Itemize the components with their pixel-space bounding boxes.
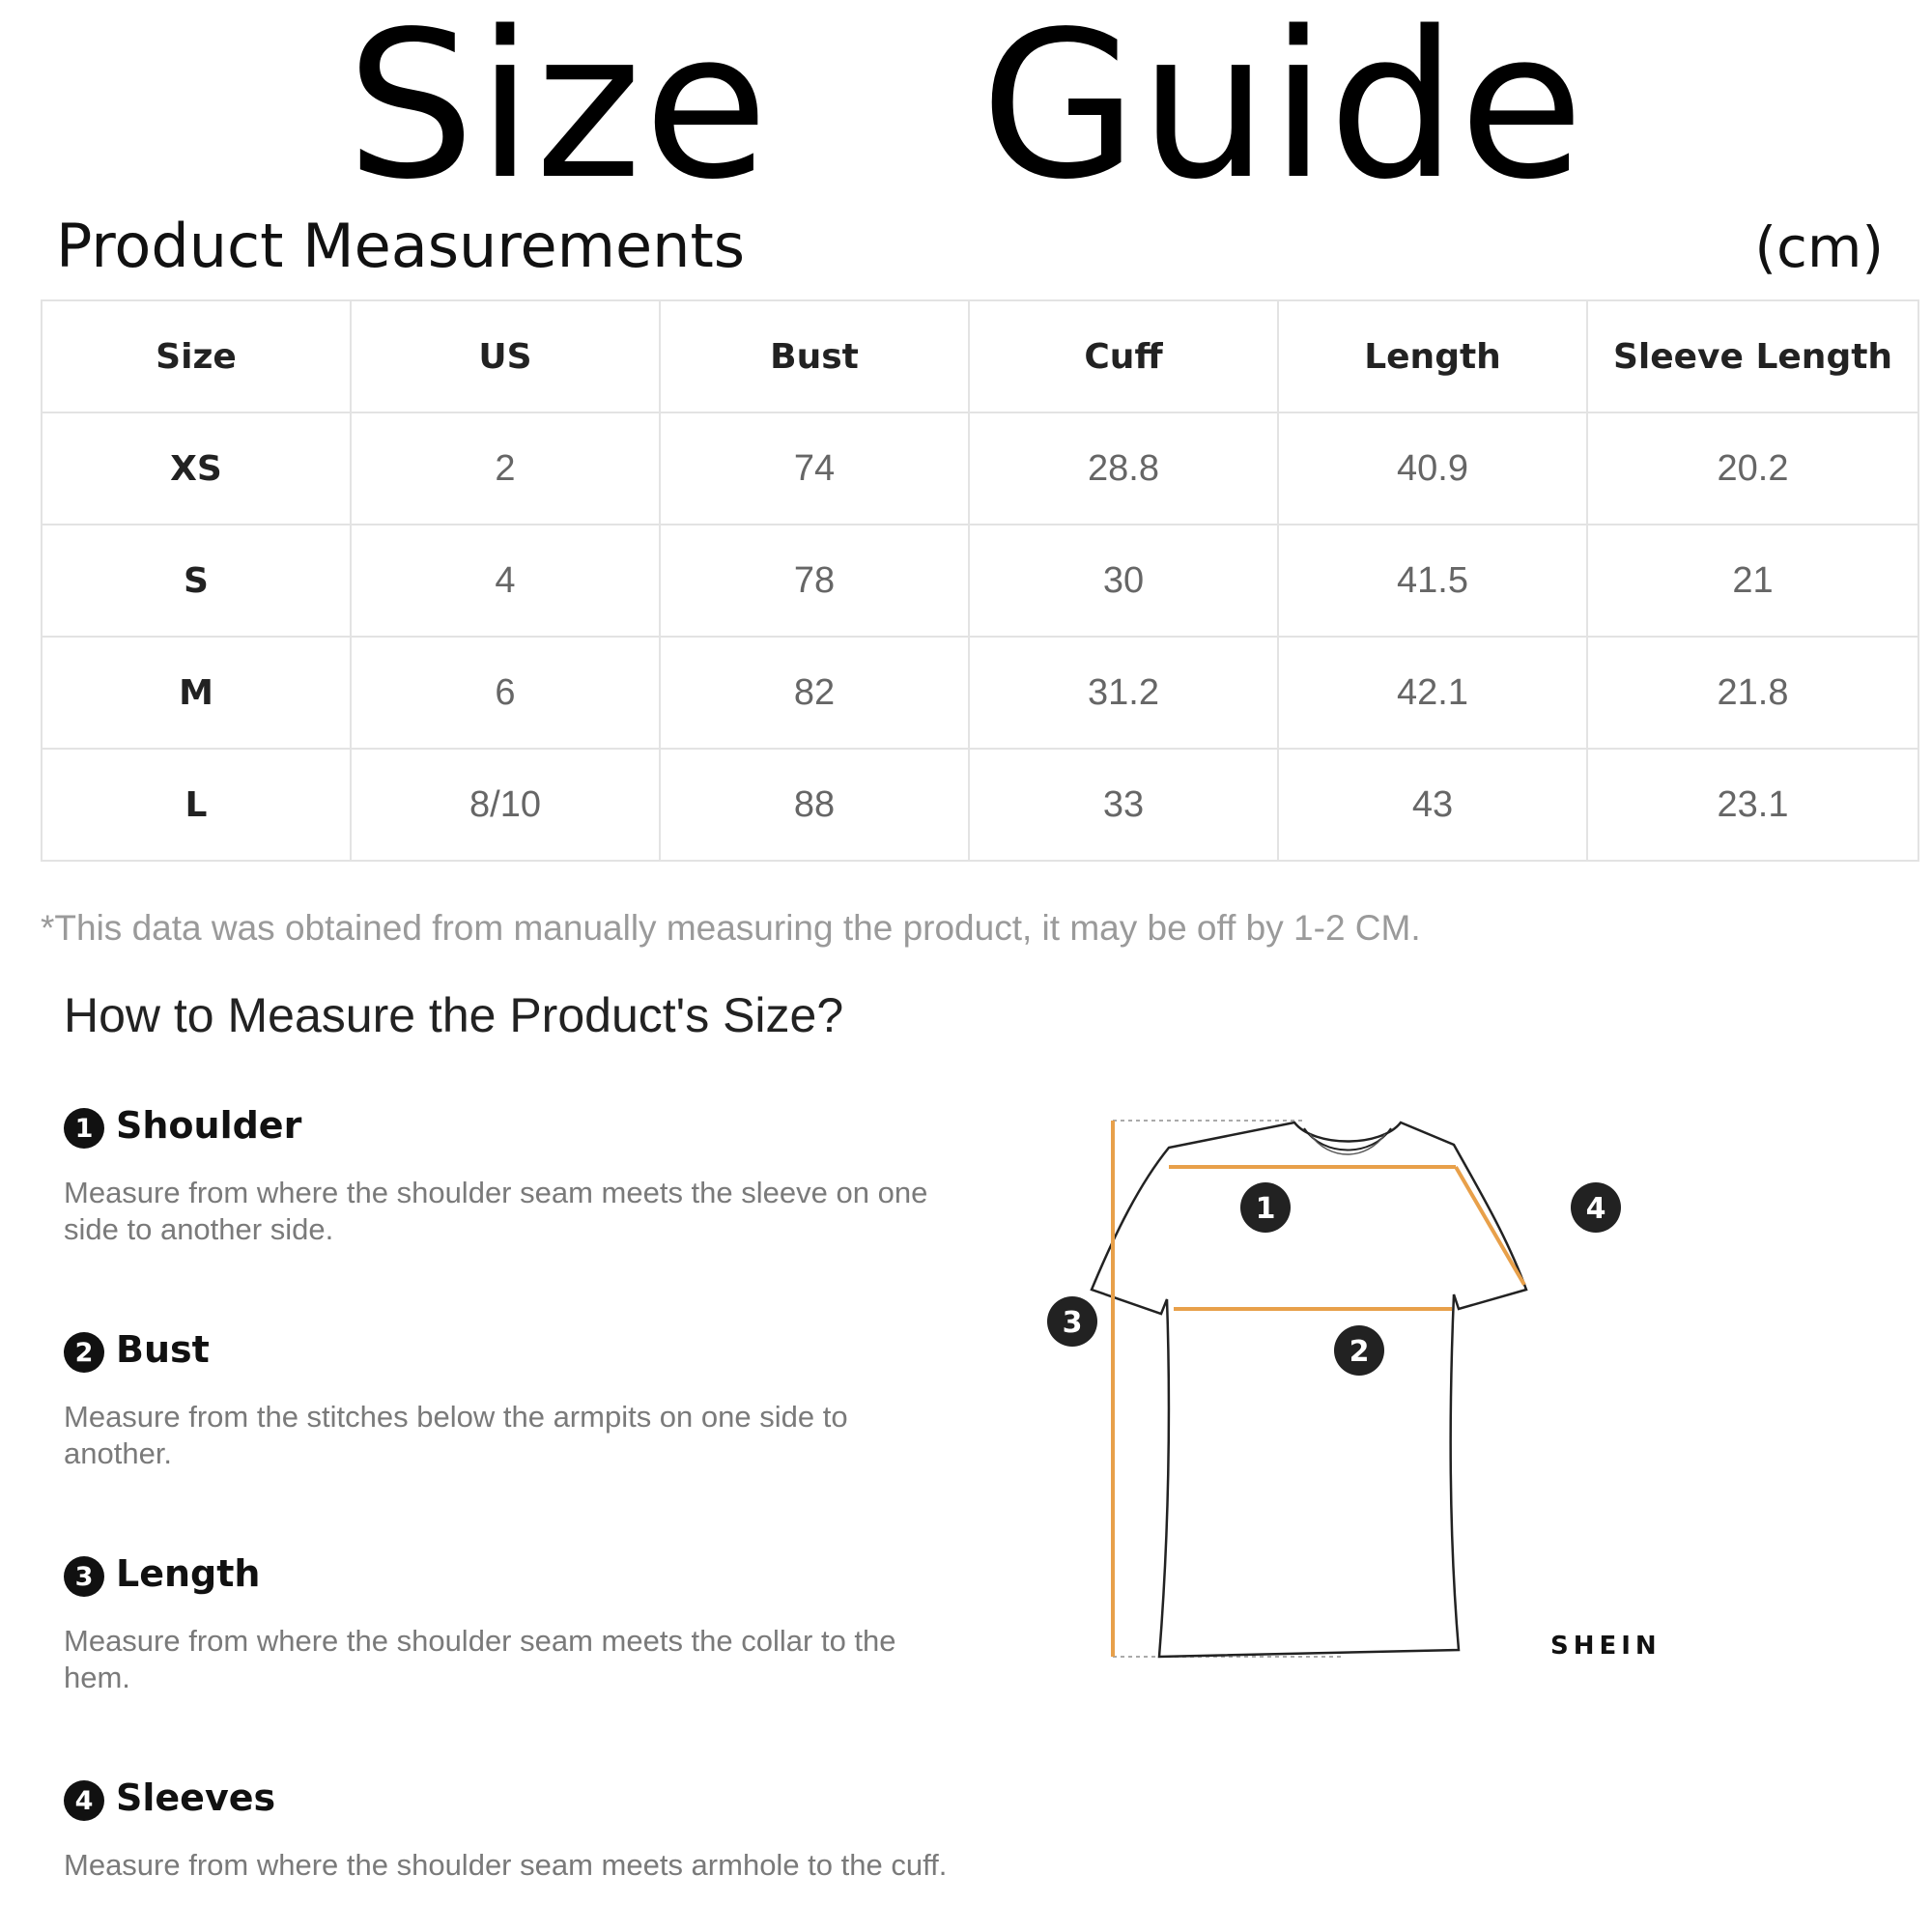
size-cell: L	[42, 749, 351, 861]
tshirt-measurement-diagram	[1024, 1092, 1662, 1690]
step-title: Bust	[116, 1328, 210, 1371]
header-us: US	[351, 300, 660, 412]
size-table	[41, 299, 1919, 862]
step-description: Measure from the stitches below the armpits on one side to another.	[64, 1400, 848, 1470]
step-title: Length	[116, 1552, 261, 1595]
cuff-cell: 31.2	[969, 637, 1278, 749]
sleeve-length-cell: 21	[1587, 525, 1918, 637]
length-cell: 42.1	[1278, 637, 1587, 749]
cuff-cell: 28.8	[969, 412, 1278, 525]
sleeve-length-cell: 21.8	[1587, 637, 1918, 749]
header-size: Size	[42, 300, 351, 412]
sleeve-length-cell: 23.1	[1587, 749, 1918, 861]
table-header-row	[42, 300, 1918, 412]
marker-2	[1334, 1325, 1384, 1376]
step-title: Shoulder	[116, 1104, 302, 1147]
svg-text:2: 2	[1349, 1335, 1370, 1369]
cuff-cell: 30	[969, 525, 1278, 637]
us-cell: 4	[351, 525, 660, 637]
number-badge: 2	[64, 1332, 104, 1373]
marker-3	[1047, 1296, 1097, 1347]
size-cell: M	[42, 637, 351, 749]
step-sleeves	[64, 1774, 952, 1884]
table-row	[42, 525, 1918, 637]
size-cell: XS	[42, 412, 351, 525]
step-bust	[64, 1325, 952, 1472]
table-row	[42, 749, 1918, 861]
us-cell: 8/10	[351, 749, 660, 861]
section-heading-measurements: Product Measurements	[56, 211, 746, 281]
bust-cell: 88	[660, 749, 969, 861]
header-length: Length	[1278, 300, 1587, 412]
us-cell: 2	[351, 412, 660, 525]
sleeve-line	[1456, 1167, 1524, 1285]
number-badge: 3	[64, 1556, 104, 1597]
cuff-cell: 33	[969, 749, 1278, 861]
page-title: Size Guide	[346, 0, 1586, 224]
number-badge: 1	[64, 1108, 104, 1149]
bust-cell: 74	[660, 412, 969, 525]
svg-text:4: 4	[1585, 1192, 1606, 1226]
length-cell: 43	[1278, 749, 1587, 861]
step-shoulder	[64, 1101, 952, 1248]
marker-4	[1571, 1182, 1621, 1233]
bust-cell: 82	[660, 637, 969, 749]
unit-label: (cm)	[1754, 214, 1884, 280]
step-description: Measure from where the shoulder seam meets the sleeve on one side to another side.	[64, 1176, 928, 1246]
length-cell: 40.9	[1278, 412, 1587, 525]
brand-logo: SHEIN	[1550, 1632, 1662, 1661]
marker-1	[1240, 1182, 1291, 1233]
table-row	[42, 637, 1918, 749]
header-bust: Bust	[660, 300, 969, 412]
section-heading-how-to-measure: How to Measure the Product's Size?	[64, 988, 844, 1042]
measurement-note: *This data was obtained from manually measuring the product, it may be off by 1-2 CM.	[41, 908, 1421, 948]
size-cell: S	[42, 525, 351, 637]
table-row	[42, 412, 1918, 525]
length-cell: 41.5	[1278, 525, 1587, 637]
step-title: Sleeves	[116, 1776, 276, 1819]
step-length	[64, 1549, 952, 1696]
bust-cell: 78	[660, 525, 969, 637]
header-sleeve-length: Sleeve Length	[1587, 300, 1918, 412]
svg-text:3: 3	[1062, 1306, 1083, 1340]
header-cuff: Cuff	[969, 300, 1278, 412]
svg-text:1: 1	[1255, 1192, 1276, 1226]
tshirt-outline	[1092, 1122, 1526, 1657]
sleeve-length-cell: 20.2	[1587, 412, 1918, 525]
step-description: Measure from where the shoulder seam meets armhole to the cuff.	[64, 1848, 948, 1882]
tshirt-collar	[1304, 1128, 1391, 1151]
step-description: Measure from where the shoulder seam meets the collar to the hem.	[64, 1624, 896, 1694]
us-cell: 6	[351, 637, 660, 749]
number-badge: 4	[64, 1780, 104, 1821]
